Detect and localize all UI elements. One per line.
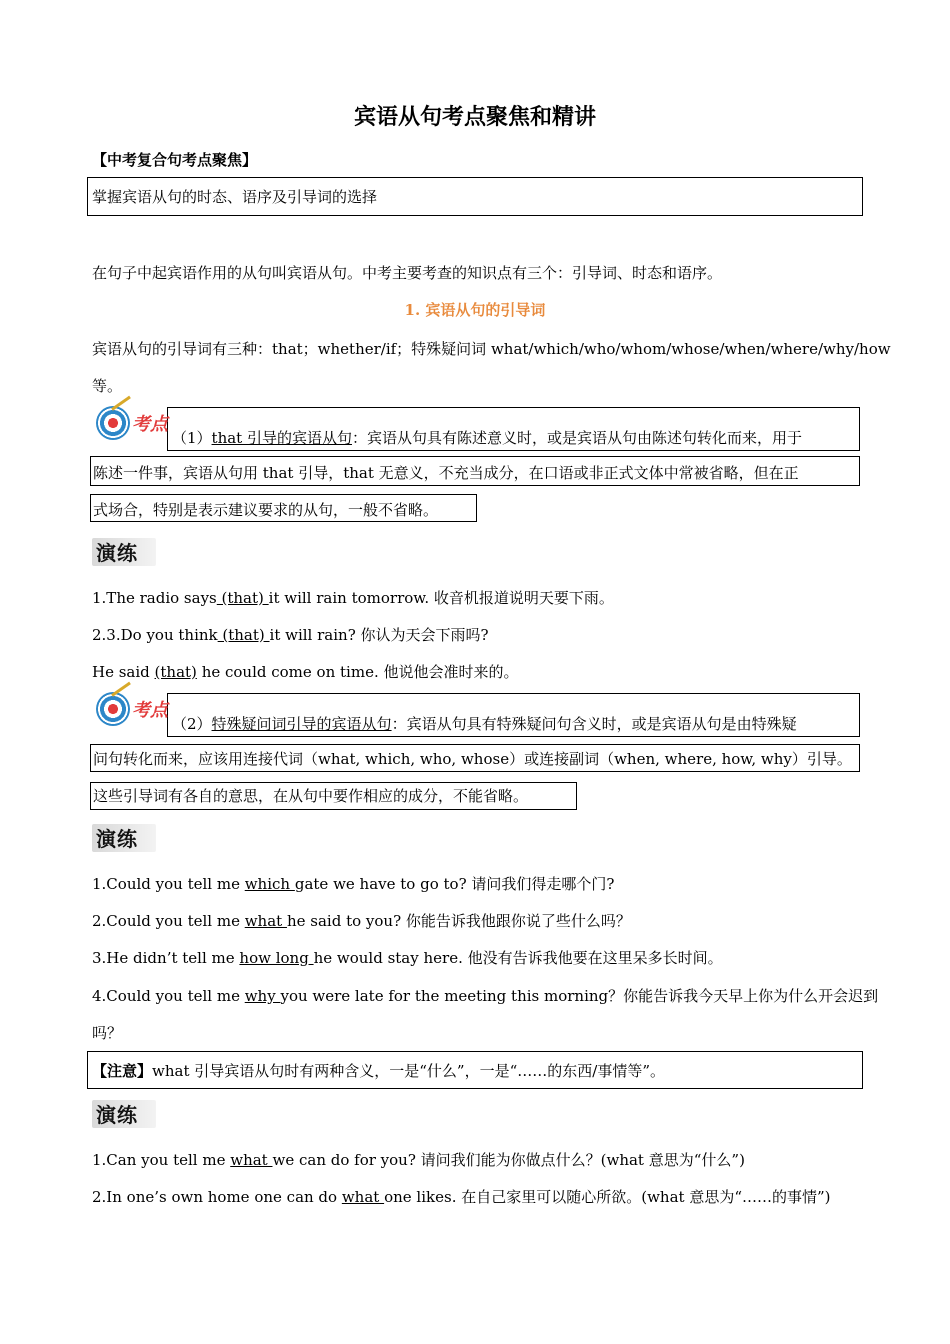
example-2-1: 1.Could you tell me which gate we have to go to? 请问我们得走哪个门? — [92, 875, 615, 893]
point-1-line-3: 式场合，特别是表示建议要求的从句，一般不省略。 — [93, 501, 439, 519]
point-2-rest: ：宾语从句具有特殊疑问句含义时，或是宾语从句是由特殊疑 — [391, 715, 797, 733]
point-1-rest: ：宾语从句具有陈述意义时，或是宾语从句由陈述句转化而来，用于 — [351, 429, 802, 447]
example-3-1: 1.Can you tell me what we can do for you? 请问我们能为你做点什么？(what 意思为“什么”) — [92, 1151, 745, 1169]
point-1-underlined: that 引导的宾语从句 — [211, 429, 352, 447]
guide-words-line-2: 等。 — [92, 377, 123, 395]
yanlian-badge-3 — [94, 1098, 156, 1128]
point-2-line-3: 这些引导词有各自的意思，在从句中要作相应的成分，不能省略。 — [93, 787, 529, 805]
kaodian-label: 考点 — [132, 414, 168, 435]
example-3-2: 2.In one’s own home one can do what one likes. 在自己家里可以随心所欲。(what 意思为“……的事情”) — [92, 1188, 831, 1206]
example-2-4: 4.Could you tell me why you were late for the meeting this morning？你能告诉我今天早上你为什么开会迟到 — [92, 987, 879, 1005]
target-icon — [96, 692, 130, 726]
yanlian-badge-1 — [94, 536, 156, 566]
page-title: 宾语从句考点聚焦和精讲 — [353, 104, 596, 130]
example-1-3: He said (that) he could come on time. 他说他会准时来的。 — [92, 663, 519, 681]
yanlian-badge-2 — [94, 822, 156, 852]
note-label: 【注意】 — [92, 1062, 153, 1080]
point-2-line-2: 问句转化而来，应该用连接代词（what, which, who, whose）或连接副词（when, where, how, why）引导。 — [93, 750, 852, 768]
yanlian-label: 演练 — [96, 1103, 138, 1127]
focus-box-text: 掌握宾语从句的时态、语序及引导词的选择 — [92, 188, 378, 206]
yanlian-label: 演练 — [96, 541, 138, 565]
yanlian-label: 演练 — [96, 827, 138, 851]
note-text — [92, 1061, 665, 1081]
example-2-3: 3.He didn’t tell me how long he would stay here. 他没有告诉我他要在这里呆多长时间。 — [92, 949, 723, 967]
target-icon — [96, 406, 130, 440]
example-2-2: 2.Could you tell me what he said to you? 你能告诉我他跟你说了些什么吗？ — [92, 912, 631, 930]
point-1-line-1 — [172, 428, 802, 448]
section-1-title: 1. 宾语从句的引导词 — [404, 301, 546, 319]
point-1-line-2: 陈述一件事，宾语从句用 that 引导，that 无意义，不充当成分，在口语或非正式文体中常被省略，但在正 — [93, 464, 799, 482]
intro-paragraph: 在句子中起宾语作用的从句叫宾语从句。中考主要考查的知识点有三个：引导词、时态和语序。 — [92, 264, 723, 282]
point-2-line-1 — [172, 714, 797, 734]
example-2-4-tail: 吗？ — [92, 1024, 123, 1042]
focus-heading: 【中考复合句考点聚焦】 — [92, 151, 258, 169]
kaodian-badge-2 — [96, 692, 168, 726]
kaodian-badge-1 — [96, 406, 168, 440]
example-1-2: 2.3.Do you think (that) it will rain? 你认为天会下雨吗? — [92, 626, 489, 644]
example-1-1: 1.The radio says (that) it will rain tomorrow. 收音机报道说明天要下雨。 — [92, 589, 614, 607]
point-1-prefix: （1） — [172, 429, 212, 447]
kaodian-label: 考点 — [132, 700, 168, 721]
note-box — [87, 1051, 863, 1089]
guide-words-line-1: 宾语从句的引导词有三种：that；whether/if；特殊疑问词 what/which/who/whom/whose/when/where/why/how — [92, 340, 891, 358]
note-body: what 引导宾语从句时有两种含义，一是“什么”，一是“……的东西/事情等”。 — [152, 1062, 665, 1080]
point-2-underlined: 特殊疑问词引导的宾语从句 — [211, 715, 392, 733]
point-2-prefix: （2） — [172, 715, 212, 733]
focus-box — [87, 177, 863, 216]
